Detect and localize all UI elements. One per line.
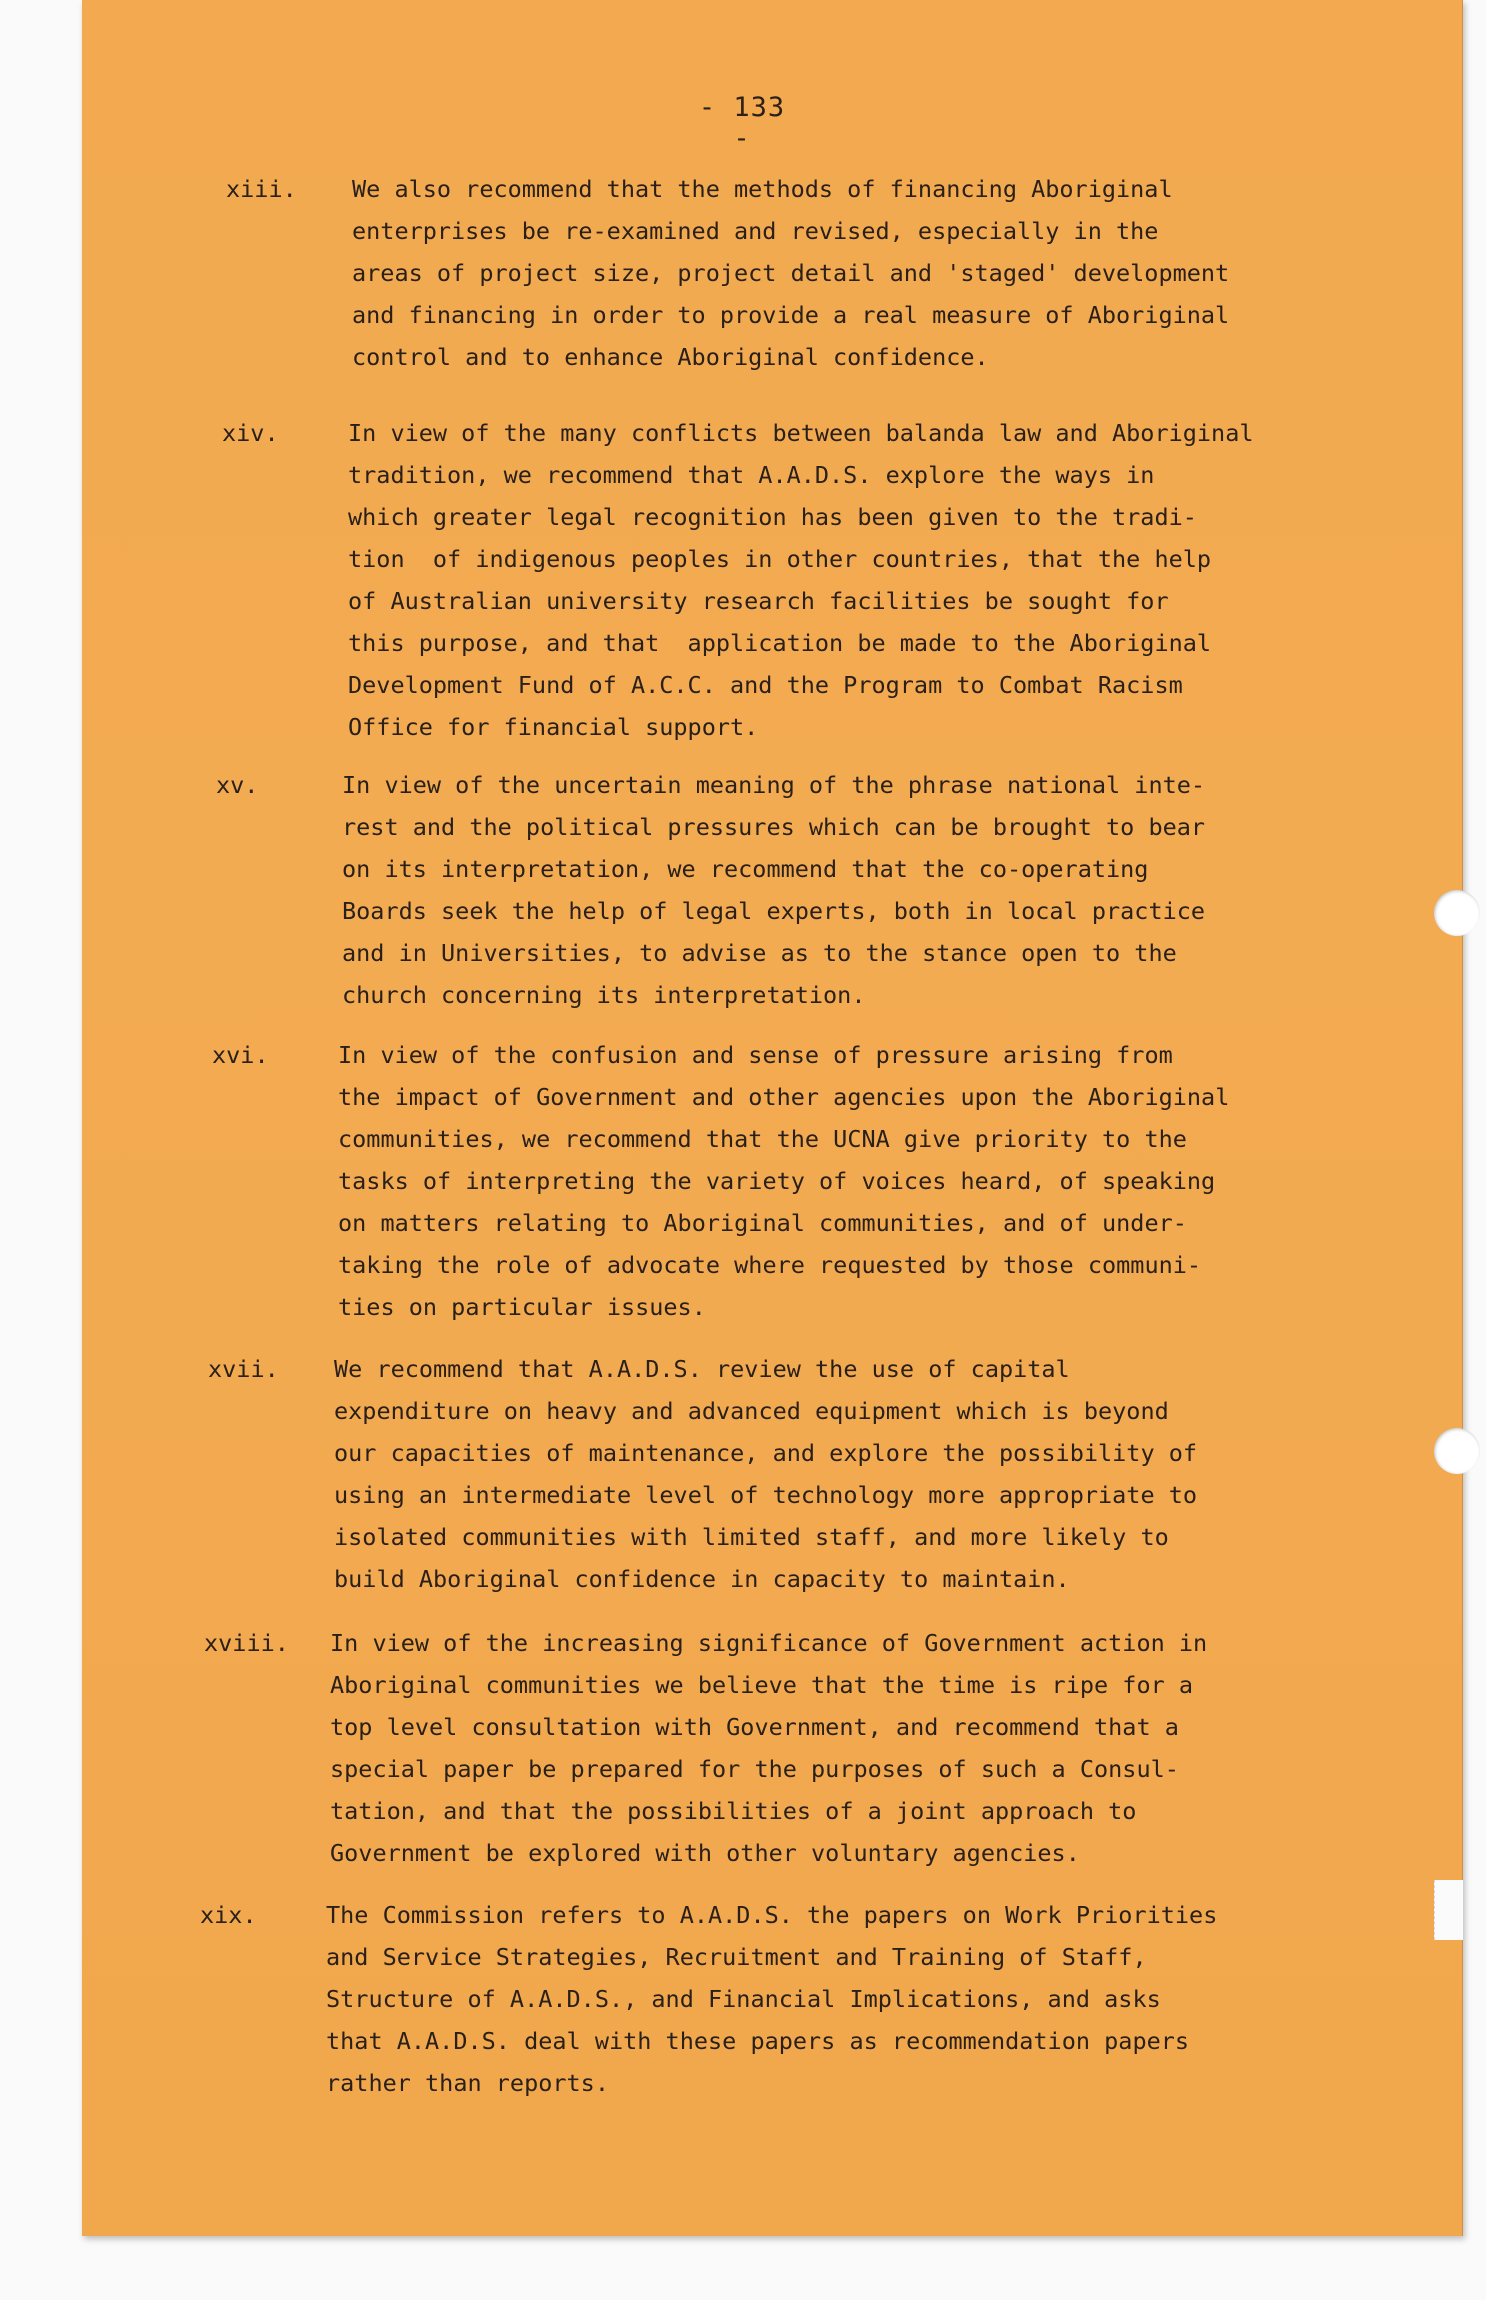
text-line: In view of the uncertain meaning of the phrase national inte- — [342, 771, 1206, 799]
text-line: tasks of interpreting the variety of voices heard, of speaking — [338, 1167, 1216, 1195]
text-line: tion of indigenous peoples in other countries, that the help — [348, 545, 1212, 573]
text-line: isolated communities with limited staff, and more likely to — [334, 1523, 1169, 1551]
text-line: rest and the political pressures which can be brought to bear — [342, 813, 1206, 841]
text-line: Development Fund of A.C.C. and the Program to Combat Racism — [348, 671, 1183, 699]
text-line: We recommend that A.A.D.S. review the use of capital — [334, 1355, 1070, 1383]
text-line: communities, we recommend that the UCNA give priority to the — [338, 1125, 1187, 1153]
punch-hole — [1434, 890, 1480, 936]
item-text — [326, 1894, 1286, 2104]
item-number: xvii. — [208, 1355, 279, 1383]
text-line: Aboriginal communities we believe that the time is ripe for a — [330, 1671, 1194, 1699]
text-line: Office for financial support. — [348, 713, 759, 741]
item-text — [334, 1348, 1294, 1600]
text-line: rather than reports. — [326, 2069, 609, 2097]
text-line: the impact of Government and other agencies upon the Aboriginal — [338, 1083, 1230, 1111]
item-number: xiv. — [222, 419, 279, 447]
page-number: - 133 - — [698, 92, 786, 154]
text-line: and financing in order to provide a real measure of Aboriginal — [352, 301, 1230, 329]
text-line: In view of the confusion and sense of pressure arising from — [338, 1041, 1173, 1069]
text-line: of Australian university research facilities be sought for — [348, 587, 1169, 615]
item-text — [342, 764, 1302, 1016]
text-line: We also recommend that the methods of financing Aboriginal — [352, 175, 1173, 203]
item-text — [330, 1622, 1290, 1874]
document-page — [82, 0, 1463, 2236]
text-line: The Commission refers to A.A.D.S. the papers on Work Priorities — [326, 1901, 1218, 1929]
text-line: special paper be prepared for the purposes of such a Consul- — [330, 1755, 1179, 1783]
text-line: In view of the many conflicts between balanda law and Aboriginal — [348, 419, 1254, 447]
text-line: that A.A.D.S. deal with these papers as recommendation papers — [326, 2027, 1190, 2055]
text-line: this purpose, and that application be made to the Aboriginal — [348, 629, 1212, 657]
item-text — [348, 412, 1308, 748]
text-line: control and to enhance Aboriginal confidence. — [352, 343, 989, 371]
text-line: Government be explored with other voluntary agencies. — [330, 1839, 1080, 1867]
text-line: and Service Strategies, Recruitment and Training of Staff, — [326, 1943, 1147, 1971]
text-line: build Aboriginal confidence in capacity to maintain. — [334, 1565, 1070, 1593]
text-line: taking the role of advocate where requested by those communi- — [338, 1251, 1202, 1279]
text-line: our capacities of maintenance, and explore the possibility of — [334, 1439, 1198, 1467]
item-number: xviii. — [204, 1629, 289, 1657]
text-line: church concerning its interpretation. — [342, 981, 866, 1009]
text-line: which greater legal recognition has been given to the tradi- — [348, 503, 1197, 531]
text-line: areas of project size, project detail and 'staged' development — [352, 259, 1230, 287]
item-number: xix. — [200, 1901, 257, 1929]
text-line: ties on particular issues. — [338, 1293, 706, 1321]
torn-paper-edge — [1434, 1880, 1463, 1940]
text-line: on matters relating to Aboriginal communities, and of under- — [338, 1209, 1187, 1237]
text-line: and in Universities, to advise as to the stance open to the — [342, 939, 1177, 967]
text-line: using an intermediate level of technology more appropriate to — [334, 1481, 1198, 1509]
item-number: xiii. — [226, 175, 297, 203]
item-number: xvi. — [212, 1041, 269, 1069]
item-text — [352, 168, 1312, 378]
text-line: on its interpretation, we recommend that the co-operating — [342, 855, 1149, 883]
item-text — [338, 1034, 1298, 1328]
item-number: xv. — [216, 771, 259, 799]
text-line: expenditure on heavy and advanced equipment which is beyond — [334, 1397, 1169, 1425]
text-line: In view of the increasing significance of Government action in — [330, 1629, 1208, 1657]
punch-hole — [1434, 1428, 1480, 1474]
text-line: Boards seek the help of legal experts, both in local practice — [342, 897, 1206, 925]
text-line: Structure of A.A.D.S., and Financial Implications, and asks — [326, 1985, 1161, 2013]
text-line: tation, and that the possibilities of a joint approach to — [330, 1797, 1137, 1825]
text-line: top level consultation with Government, and recommend that a — [330, 1713, 1179, 1741]
text-line: tradition, we recommend that A.A.D.S. explore the ways in — [348, 461, 1155, 489]
text-line: enterprises be re-examined and revised, especially in the — [352, 217, 1159, 245]
